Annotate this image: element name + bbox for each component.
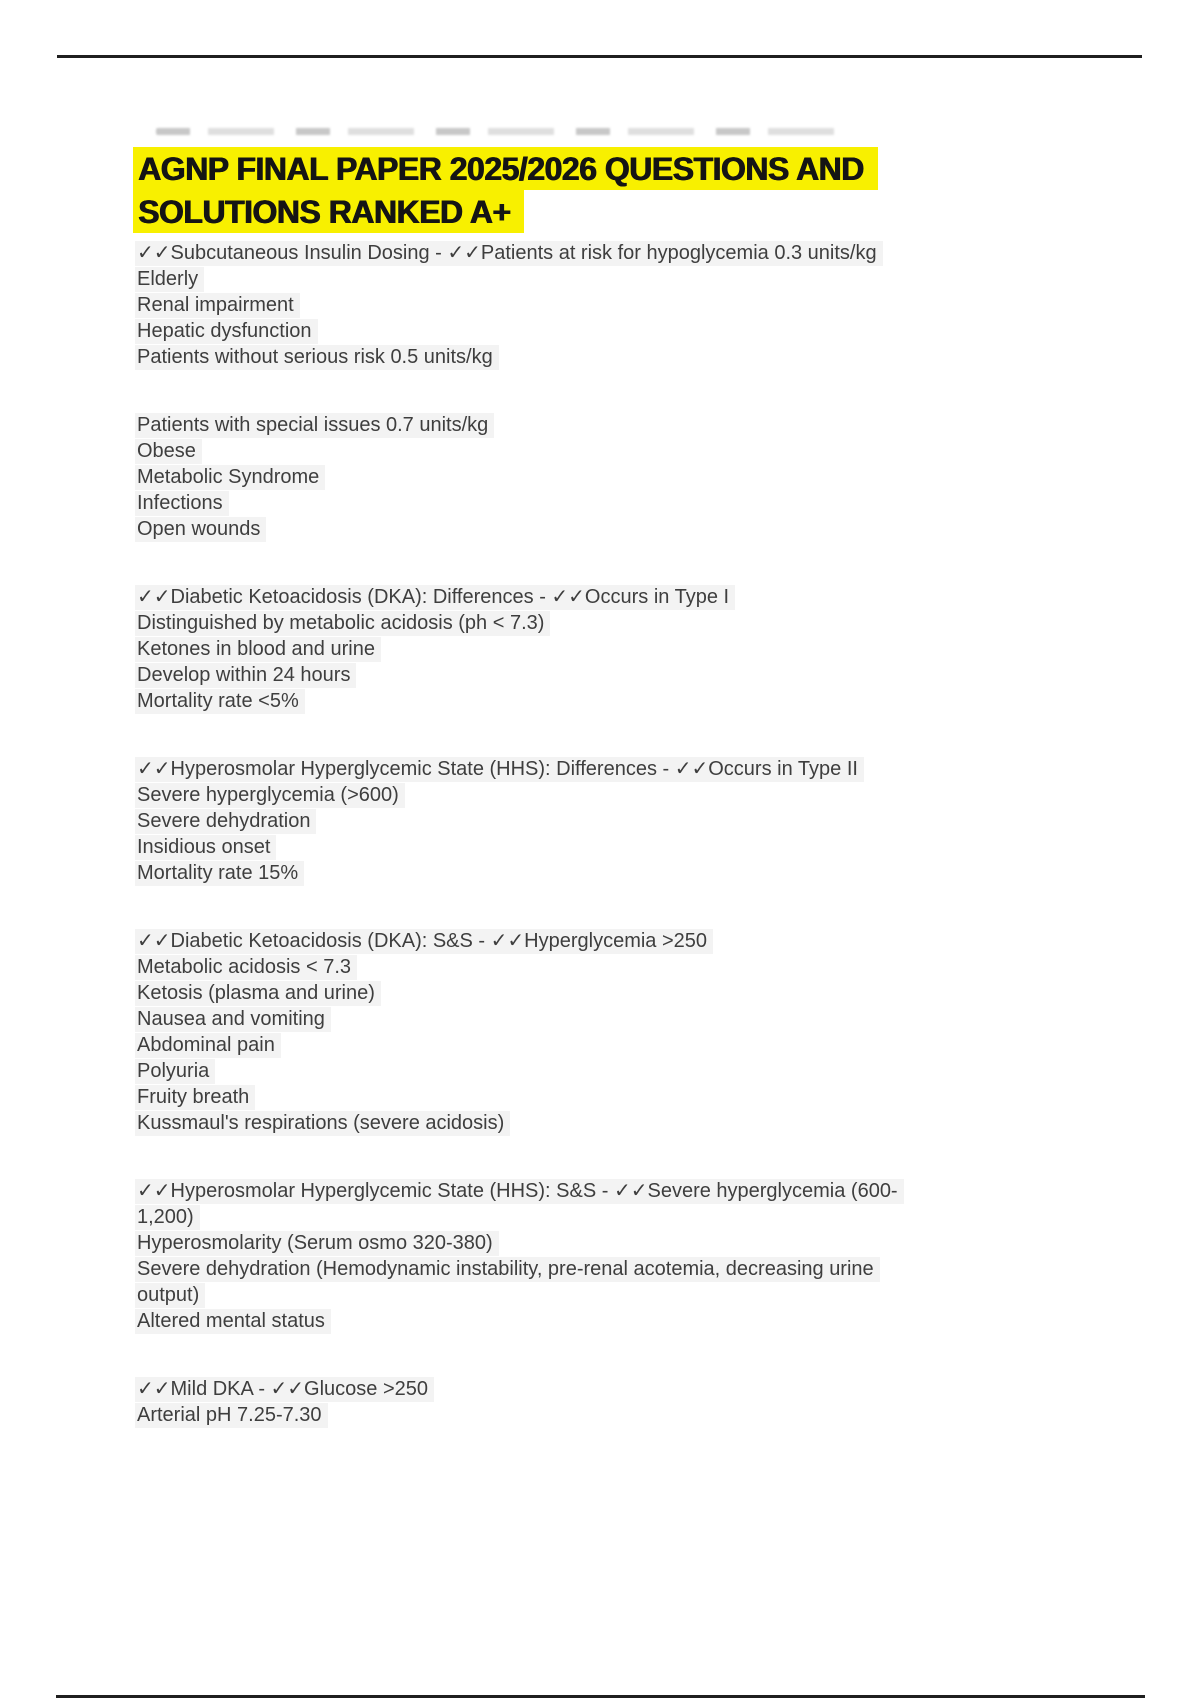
text-line (135, 662, 1080, 688)
text-line (135, 266, 1080, 292)
text-line (135, 412, 1080, 438)
text-line-content: Develop within 24 hours (135, 663, 356, 688)
text-line-content: Fruity breath (135, 1085, 255, 1110)
text-line-content: Insidious onset (135, 835, 276, 860)
text-line-content: Obese (135, 439, 202, 464)
text-line-content: Open wounds (135, 517, 266, 542)
text-line-content: ✓✓Hyperosmolar Hyperglycemic State (HHS): Differences - ✓✓Occurs in Type II (135, 757, 864, 782)
header-rule (57, 55, 1142, 58)
text-line-content: output) (135, 1283, 205, 1308)
text-line-content: Distinguished by metabolic acidosis (ph < 7.3) (135, 611, 550, 636)
text-line (135, 1308, 1080, 1334)
paragraph (135, 240, 1080, 370)
document-title-line-2: SOLUTIONS RANKED A+ (133, 190, 524, 233)
text-line-content: ✓✓Diabetic Ketoacidosis (DKA): Differences - ✓✓Occurs in Type I (135, 585, 735, 610)
document-title-row-2 (133, 190, 878, 233)
text-line-content: Hepatic dysfunction (135, 319, 318, 344)
text-line-content: Severe dehydration (135, 809, 316, 834)
text-line (135, 1204, 1080, 1230)
document-title-line-1: AGNP FINAL PAPER 2025/2026 QUESTIONS AND (133, 147, 878, 190)
text-line (135, 344, 1080, 370)
text-line (135, 1058, 1080, 1084)
document-body (135, 240, 1080, 1428)
paragraph (135, 1178, 1080, 1334)
text-line-content: Kussmaul's respirations (severe acidosis) (135, 1111, 510, 1136)
text-line-content: Infections (135, 491, 229, 516)
text-line (135, 1110, 1080, 1136)
text-line (135, 490, 1080, 516)
document-title-row-1 (133, 147, 878, 190)
document-title (133, 147, 878, 233)
text-line (135, 1376, 1080, 1402)
text-line (135, 1084, 1080, 1110)
paragraph (135, 584, 1080, 714)
text-line (135, 954, 1080, 980)
text-line-content: Severe dehydration (Hemodynamic instability, pre-renal acotemia, decreasing urine (135, 1257, 880, 1282)
text-line (135, 292, 1080, 318)
text-line (135, 1006, 1080, 1032)
text-line-content: Elderly (135, 267, 204, 292)
text-line-content: Severe hyperglycemia (>600) (135, 783, 405, 808)
text-line (135, 860, 1080, 886)
text-line-content: Ketones in blood and urine (135, 637, 381, 662)
text-line-content: Renal impairment (135, 293, 300, 318)
text-line (135, 1256, 1080, 1282)
scan-artifact-smudge (156, 128, 844, 135)
text-line-content: Mortality rate 15% (135, 861, 304, 886)
text-line (135, 610, 1080, 636)
text-line-content: ✓✓Subcutaneous Insulin Dosing - ✓✓Patients at risk for hypoglycemia 0.3 units/kg (135, 241, 883, 266)
text-line (135, 516, 1080, 542)
text-line (135, 834, 1080, 860)
footer-rule (56, 1695, 1145, 1698)
text-line (135, 928, 1080, 954)
text-line-content: Polyuria (135, 1059, 215, 1084)
text-line-content: Metabolic Syndrome (135, 465, 325, 490)
text-line-content: Abdominal pain (135, 1033, 281, 1058)
text-line (135, 808, 1080, 834)
text-line-content: Nausea and vomiting (135, 1007, 331, 1032)
text-line-content: ✓✓Mild DKA - ✓✓Glucose >250 (135, 1377, 434, 1402)
text-line (135, 464, 1080, 490)
text-line (135, 240, 1080, 266)
text-line (135, 584, 1080, 610)
text-line-content: Metabolic acidosis < 7.3 (135, 955, 357, 980)
text-line (135, 1178, 1080, 1204)
text-line-content: Arterial pH 7.25-7.30 (135, 1403, 328, 1428)
text-line (135, 1230, 1080, 1256)
text-line (135, 1282, 1080, 1308)
text-line (135, 636, 1080, 662)
text-line-content: Hyperosmolarity (Serum osmo 320-380) (135, 1231, 499, 1256)
text-line (135, 318, 1080, 344)
text-line-content: Altered mental status (135, 1309, 331, 1334)
text-line-content: ✓✓Hyperosmolar Hyperglycemic State (HHS): S&S - ✓✓Severe hyperglycemia (600- (135, 1179, 904, 1204)
paragraph (135, 756, 1080, 886)
text-line (135, 1402, 1080, 1428)
text-line-content: Ketosis (plasma and urine) (135, 981, 381, 1006)
text-line (135, 438, 1080, 464)
text-line-content: Patients without serious risk 0.5 units/kg (135, 345, 499, 370)
text-line (135, 980, 1080, 1006)
text-line-content: Mortality rate <5% (135, 689, 305, 714)
paragraph (135, 928, 1080, 1136)
text-line-content: 1,200) (135, 1205, 200, 1230)
text-line (135, 756, 1080, 782)
text-line (135, 688, 1080, 714)
text-line-content: ✓✓Diabetic Ketoacidosis (DKA): S&S - ✓✓Hyperglycemia >250 (135, 929, 713, 954)
text-line (135, 782, 1080, 808)
paragraph (135, 1376, 1080, 1428)
paragraph (135, 412, 1080, 542)
text-line-content: Patients with special issues 0.7 units/kg (135, 413, 494, 438)
text-line (135, 1032, 1080, 1058)
